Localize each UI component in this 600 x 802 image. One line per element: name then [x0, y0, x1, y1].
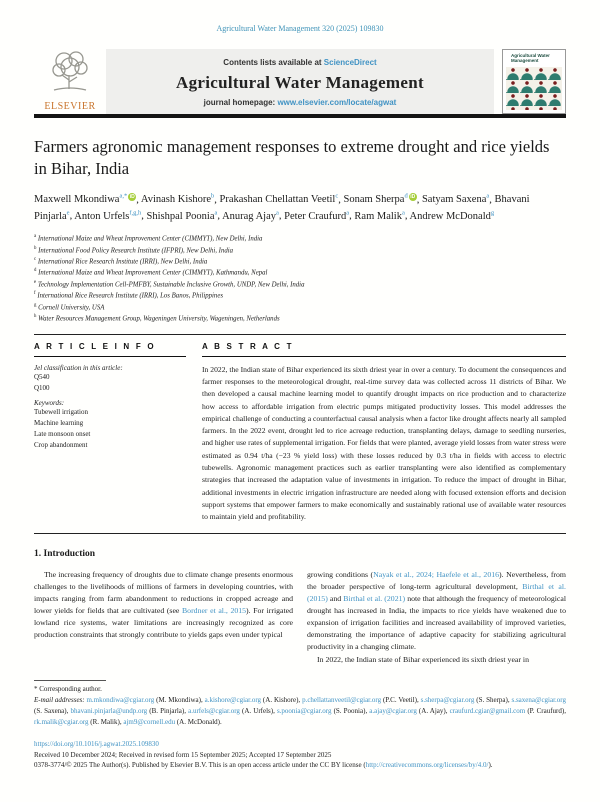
author-affiliation-sup[interactable]: e — [66, 209, 70, 217]
affiliation: $^a$ International Maize and Wheat Improvement Center (CIMMYT), New Delhi, India — [34, 234, 263, 243]
doi-link[interactable]: https://doi.org/10.1016/j.agwat.2025.109830 — [34, 739, 159, 748]
text-segment: In 2022, the Indian state of Bihar experienced its sixth driest year in — [317, 654, 529, 664]
author-name: Anton Urfels$^{f,g,h}$ — [74, 209, 142, 222]
inline-link[interactable]: Birthal et al. (2021) — [343, 593, 406, 603]
article-title: Farmers agronomic management responses to extreme drought and rice yields in Bihar, India — [34, 137, 550, 179]
body-left-column — [34, 569, 293, 666]
text-segment: The increasing frequency of droughts due to climate change presents enormous challenges to the livelihoods of millions of farmers in developing countries, with impacts ranging from farm abandonment to reductions in cropped acreage and lower yields for fields that are cultivated (see — [34, 569, 293, 616]
inline-link[interactable]: s.sherpa@cgiar.org — [420, 696, 475, 705]
text-segment: (A. Ajay), — [416, 707, 450, 716]
inline-link[interactable]: Bordner et al., 2015 — [181, 606, 247, 616]
journal-citation[interactable]: Agricultural Water Management 320 (2025) 109830 — [216, 24, 384, 33]
text-segment: (A. Kishore), — [261, 696, 303, 705]
heading-rule — [34, 356, 186, 357]
inline-link[interactable]: a.urfels@cgiar.org — [188, 707, 240, 716]
cover-pattern-art — [506, 67, 562, 110]
text-segment: (P. Craufurd), — [525, 707, 566, 716]
intro-paragraph-left — [34, 569, 293, 642]
inline-link[interactable]: s.poonia@cgiar.org — [276, 707, 332, 716]
elsevier-logo — [34, 49, 106, 114]
text-segment: (B. Pinjarla), — [147, 707, 189, 716]
text-segment: (R. Malik), — [88, 717, 124, 726]
affiliation: $^b$ International Food Policy Research Institute (IFPRI), New Delhi, India — [34, 245, 234, 254]
text-segment: ). For irrigated lowland rice systems, water limitations are increasingly recognized as core production constraints that strongly contribute to yields gaps even under typical — [34, 606, 294, 640]
info-line: Q540 — [34, 372, 50, 381]
text-segment: (M. Mkondiwa), — [154, 696, 205, 705]
inline-link[interactable]: a.ajay@cgiar.org — [369, 707, 417, 716]
contents-line — [110, 58, 490, 67]
inline-link[interactable]: Birthal et al. (2015) — [307, 581, 566, 603]
text-segment: (S. Poonia), — [331, 707, 370, 716]
inline-link[interactable]: a.kishore@cgiar.org — [204, 696, 262, 705]
received-dates: Received 10 December 2024; Received in revised form 15 September 2025; Accepted 17 September 2025 — [34, 750, 332, 759]
elsevier-tree-icon — [48, 49, 92, 100]
inline-link[interactable]: bhavani.pinjarla@undp.org — [70, 707, 148, 716]
info-line: Tubewell irrigation — [34, 408, 88, 417]
homepage-line — [110, 98, 490, 107]
info-line: Late monsoon onset — [34, 430, 91, 439]
journal-title: Agricultural Water Management — [176, 72, 424, 92]
author-name: Peter Craufurd$^a$ — [284, 209, 350, 222]
text-segment: (S. Sherpa), — [474, 696, 512, 705]
author-affiliation-sup[interactable]: a — [214, 209, 218, 217]
info-abstract-section — [34, 342, 566, 524]
text-segment: 0378-3774/© 2025 The Author(s). Published by Elsevier B.V. This is an open access article under the CC BY license ( — [34, 760, 366, 769]
intro-paragraph-right-1 — [307, 569, 566, 654]
author-name: Ram Malik$^a$ — [354, 209, 405, 222]
author-affiliation-sup[interactable]: d — [404, 192, 408, 200]
author-name: Bhavani Pinjarla$^e$ — [34, 194, 530, 222]
header-divider-bar — [34, 114, 566, 118]
text-segment: and — [327, 593, 344, 603]
article-info-column — [34, 342, 186, 524]
author-name: Avinash Kishore$^b$ — [140, 192, 215, 206]
inline-link[interactable]: craufurd.cgiar@gmail.com — [449, 707, 526, 716]
homepage-link[interactable]: www.elsevier.com/locate/agwat — [277, 98, 397, 107]
cover-title: Agricultural Water Management — [511, 53, 550, 64]
text-segment: (A. Urfels), — [239, 707, 277, 716]
text-segment: (S. Saxena), — [34, 707, 71, 716]
text-segment: (P.C. Veetil), — [381, 696, 421, 705]
footnote-rule — [34, 680, 106, 681]
author-affiliation-sup[interactable]: a — [401, 209, 405, 217]
email-addresses — [34, 695, 566, 728]
affiliation: $^h$ Water Resources Management Group, Wageningen University, Wageningen, Netherlands — [34, 314, 280, 323]
info-line: Crop abandonment — [34, 440, 88, 449]
email-label: E-mail addresses: — [34, 696, 87, 705]
corresponding-author-note: * Corresponding author. — [34, 684, 102, 693]
inline-link[interactable]: Nayak et al., 2024; Haefele et al., 2016 — [373, 569, 500, 579]
affiliation-list — [34, 233, 566, 325]
keywords-list — [34, 407, 186, 450]
homepage-prefix: journal homepage: — [203, 98, 278, 107]
author-affiliation-sup[interactable]: b — [210, 192, 215, 200]
author-name: Shishpal Poonia$^a$ — [146, 209, 218, 222]
author-list: Maxwell Mkondiwa$^{a,*}$ iD , Avinash Kishore$^b$, Prakashan Chellattan Veetil$^c$, Sonam Sherpa$^d$ iD , Satyam Saxena$^a$, Bhavani Pinjarla$^e$, Anton Urfels$^{f,g,h}$, Shishpal Poonia$^a$, Anurag Ajay$^a$, Peter Craufurd$^a$, Ram Malik$^a$, Andrew McDonald$^g$ — [34, 192, 530, 222]
author-affiliation-sup[interactable]: a — [486, 192, 490, 200]
email-links — [34, 696, 566, 726]
journal-header — [34, 49, 566, 114]
section-divider — [34, 334, 566, 335]
journal-banner — [106, 49, 494, 114]
jel-label: Jel classification in this article: — [34, 363, 123, 372]
author-affiliation-sup[interactable]: a,* — [119, 192, 128, 200]
affiliation: $^e$ Technology Implementation Cell-PMFBY, Sustainable Inclusive Growth, UNDP, New Delhi, India — [34, 279, 305, 289]
inline-link[interactable]: p.chellattanveetil@cgiar.org — [302, 696, 382, 705]
abstract-heading: A B S T R A C T — [202, 341, 294, 351]
inline-link[interactable]: s.saxena@cgiar.org — [511, 696, 567, 705]
intro-paragraph-right-2 — [307, 654, 566, 666]
abstract-column — [202, 342, 566, 524]
text-segment: growing conditions ( — [307, 569, 374, 579]
text-segment: note that although the frequency of meteorological drought has increased in India, the impacts to rice yields have weakened due to expansion of irrigation facilities and increased availability of improved varieties, demonstrating the importance of adaptive capacity for stabilizing agricultural productivity in a changing climate. — [307, 593, 567, 652]
sciencedirect-link[interactable]: ScienceDirect — [323, 58, 377, 67]
inline-link[interactable]: ajm9@cornell.edu — [123, 717, 176, 726]
text-segment: (A. McDonald). — [175, 717, 222, 726]
section-divider — [34, 533, 566, 534]
author-name: Anurag Ajay$^a$ — [222, 209, 279, 222]
author-affiliation-sup[interactable]: g — [490, 209, 495, 217]
author-affiliation-sup[interactable]: c — [335, 192, 339, 200]
author-name: Satyam Saxena$^a$ — [421, 192, 490, 206]
affiliation: $^c$ International Rice Research Institute (IRRI), New Delhi, India — [34, 256, 208, 266]
article-info-heading: A R T I C L E I N F O — [34, 341, 156, 351]
text-segment: ). — [488, 760, 493, 769]
journal-cover-thumbnail[interactable] — [502, 49, 566, 114]
text-segment: ). Nevertheless, from the broader perspective of long-term agricultural development, — [307, 569, 566, 591]
inline-link[interactable]: m.mkondiwa@cgiar.org — [86, 696, 155, 705]
inline-link[interactable]: http://creativecommons.org/licenses/by/4.0/ — [365, 760, 489, 769]
body-columns — [34, 569, 566, 666]
author-name: Maxwell Mkondiwa$^{a,*}$ iD — [34, 192, 135, 206]
affiliation: $^d$ International Maize and Wheat Improvement Center (CIMMYT), Kathmandu, Nepal — [34, 268, 268, 277]
author-name: Andrew McDonald$^g$ — [409, 209, 495, 222]
contents-prefix: Contents lists available at — [223, 58, 324, 67]
inline-link[interactable]: rk.malik@cgiar.org — [34, 717, 89, 726]
author-name: Prakashan Chellattan Veetil$^c$ — [219, 192, 339, 206]
keywords-label: Keywords: — [34, 399, 65, 408]
orcid-icon[interactable]: iD — [129, 193, 135, 200]
introduction-heading: 1. Introduction — [34, 548, 96, 559]
info-line: Q100 — [34, 383, 50, 392]
author-name: Sonam Sherpa$^d$ iD — [343, 192, 416, 206]
elsevier-wordmark: ELSEVIER — [44, 101, 96, 112]
copyright-line — [34, 761, 566, 769]
doi-line — [34, 740, 566, 748]
affiliation: $^g$ Cornell University, USA — [34, 302, 105, 312]
affiliation: $^f$ International Rice Research Institute (IRRI), Los Banos, Philippines — [34, 291, 223, 300]
info-line: Machine learning — [34, 419, 84, 428]
heading-rule — [202, 356, 566, 357]
author-affiliation-sup[interactable]: a — [346, 209, 350, 217]
abstract-text: In 2022, the Indian state of Bihar experienced its sixth driest year in over a century. To document the consequences and farmer responses to the meteorological drought, real-time survey data was collected across 11 districts of Bihar. We then developed a causal machine learning model to quantify drought impacts on rice production and to characterize how access to affordable irrigation from electric pumps mitigated productivity losses. This model addresses the empirical challenge of conducting a counterfactual causal analysis when a factor like drought affects nearly all sampled farmers. In the 2022 event, drought led to rice acreage reduction, transplanting delays, damage to seedling nurseries, and higher use rates of supplemental irrigation. For fields that were planted, average yield losses from water stress were estimated as 0.94 t/ha (−23 % yield loss) with these losses reduced by 0.3 t/ha in fields with access to electric tubewells. Agronomic management practices such as earlier transplanting were also identified as complementary strategies that increased the adaptation value of investments in irrigation. To reduce the impact of drought in Bihar, additional investments in electric irrigation infrastructure are needed along with focused extension efforts and decision support systems that empower farmers to make economically and sustainably rational use of available water resources to maintain yield and profitability. — [202, 364, 566, 522]
author-affiliation-sup[interactable]: f,g,h — [129, 209, 142, 217]
author-affiliation-sup[interactable]: a — [276, 209, 279, 217]
body-right-column — [307, 569, 566, 666]
orcid-icon[interactable]: iD — [410, 193, 416, 200]
jel-codes — [34, 372, 186, 394]
